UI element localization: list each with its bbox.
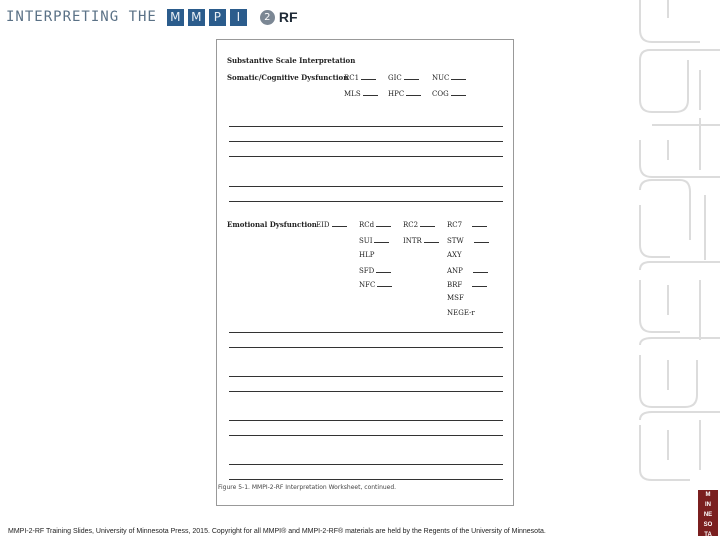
scale-hlp: HLP [359,251,375,259]
header-letter-i: I [230,9,247,26]
scale-msf: MSF [447,294,464,302]
somatic-heading: Somatic/Cognitive Dysfunction [227,73,349,82]
scale-cog: COG [432,89,466,98]
header-letter-p: P [209,9,226,26]
scale-hpc: HPC [388,89,421,98]
scale-sfd: SFD [359,266,391,275]
answer-line [229,464,503,465]
scale-rc2: RC2 [403,220,435,229]
figure-caption: Figure 5-1. MMPI-2-RF Interpretation Worksheet, continued. [218,484,397,491]
scale-axy: AXY [447,251,462,259]
scale-sui: SUI [359,236,389,245]
answer-line [229,420,503,421]
scale-rcd: RCd [359,220,391,229]
scale-stw: STW [447,236,489,245]
scale-gic: GIC [388,73,419,82]
answer-line [229,479,503,480]
scale-anp: ANP [447,266,488,275]
header-title: INTERPRETING THE [6,9,157,25]
scale-mls: MLS [344,89,378,98]
scale-brf: BRF [447,280,487,289]
scale-nuc: NUC [432,73,466,82]
answer-line [229,201,503,202]
header-suffix: RF [278,9,298,25]
scale-eid: EID [316,220,347,229]
university-logo: M IN NE SO TA [698,490,718,536]
scale-nfc: NFC [359,280,392,289]
answer-line [229,186,503,187]
scale-intr: INTR [403,236,439,245]
scale-rc1: RC1 [344,73,376,82]
emotional-heading: Emotional Dysfunction [227,220,317,229]
header [6,7,298,27]
header-letter-m1: M [167,9,184,26]
scale-rc7: RC7 [447,220,487,229]
worksheet-page [216,39,514,506]
scale-nege: NEGE-r [447,309,475,317]
answer-line [229,332,503,333]
answer-line [229,141,503,142]
header-badge: 2 [260,10,275,25]
answer-line [229,376,503,377]
section-title: Substantive Scale Interpretation [227,56,356,65]
header-letter-m2: M [188,9,205,26]
footer-copyright: MMPI-2-RF Training Slides, University of Minnesota Press, 2015. Copyright for all MMPI® and MMPI-2-RF® materials are held by the Regents of the University of Minnesota. [8,528,546,535]
answer-line [229,126,503,127]
answer-line [229,347,503,348]
answer-line [229,391,503,392]
answer-line [229,156,503,157]
answer-line [229,435,503,436]
